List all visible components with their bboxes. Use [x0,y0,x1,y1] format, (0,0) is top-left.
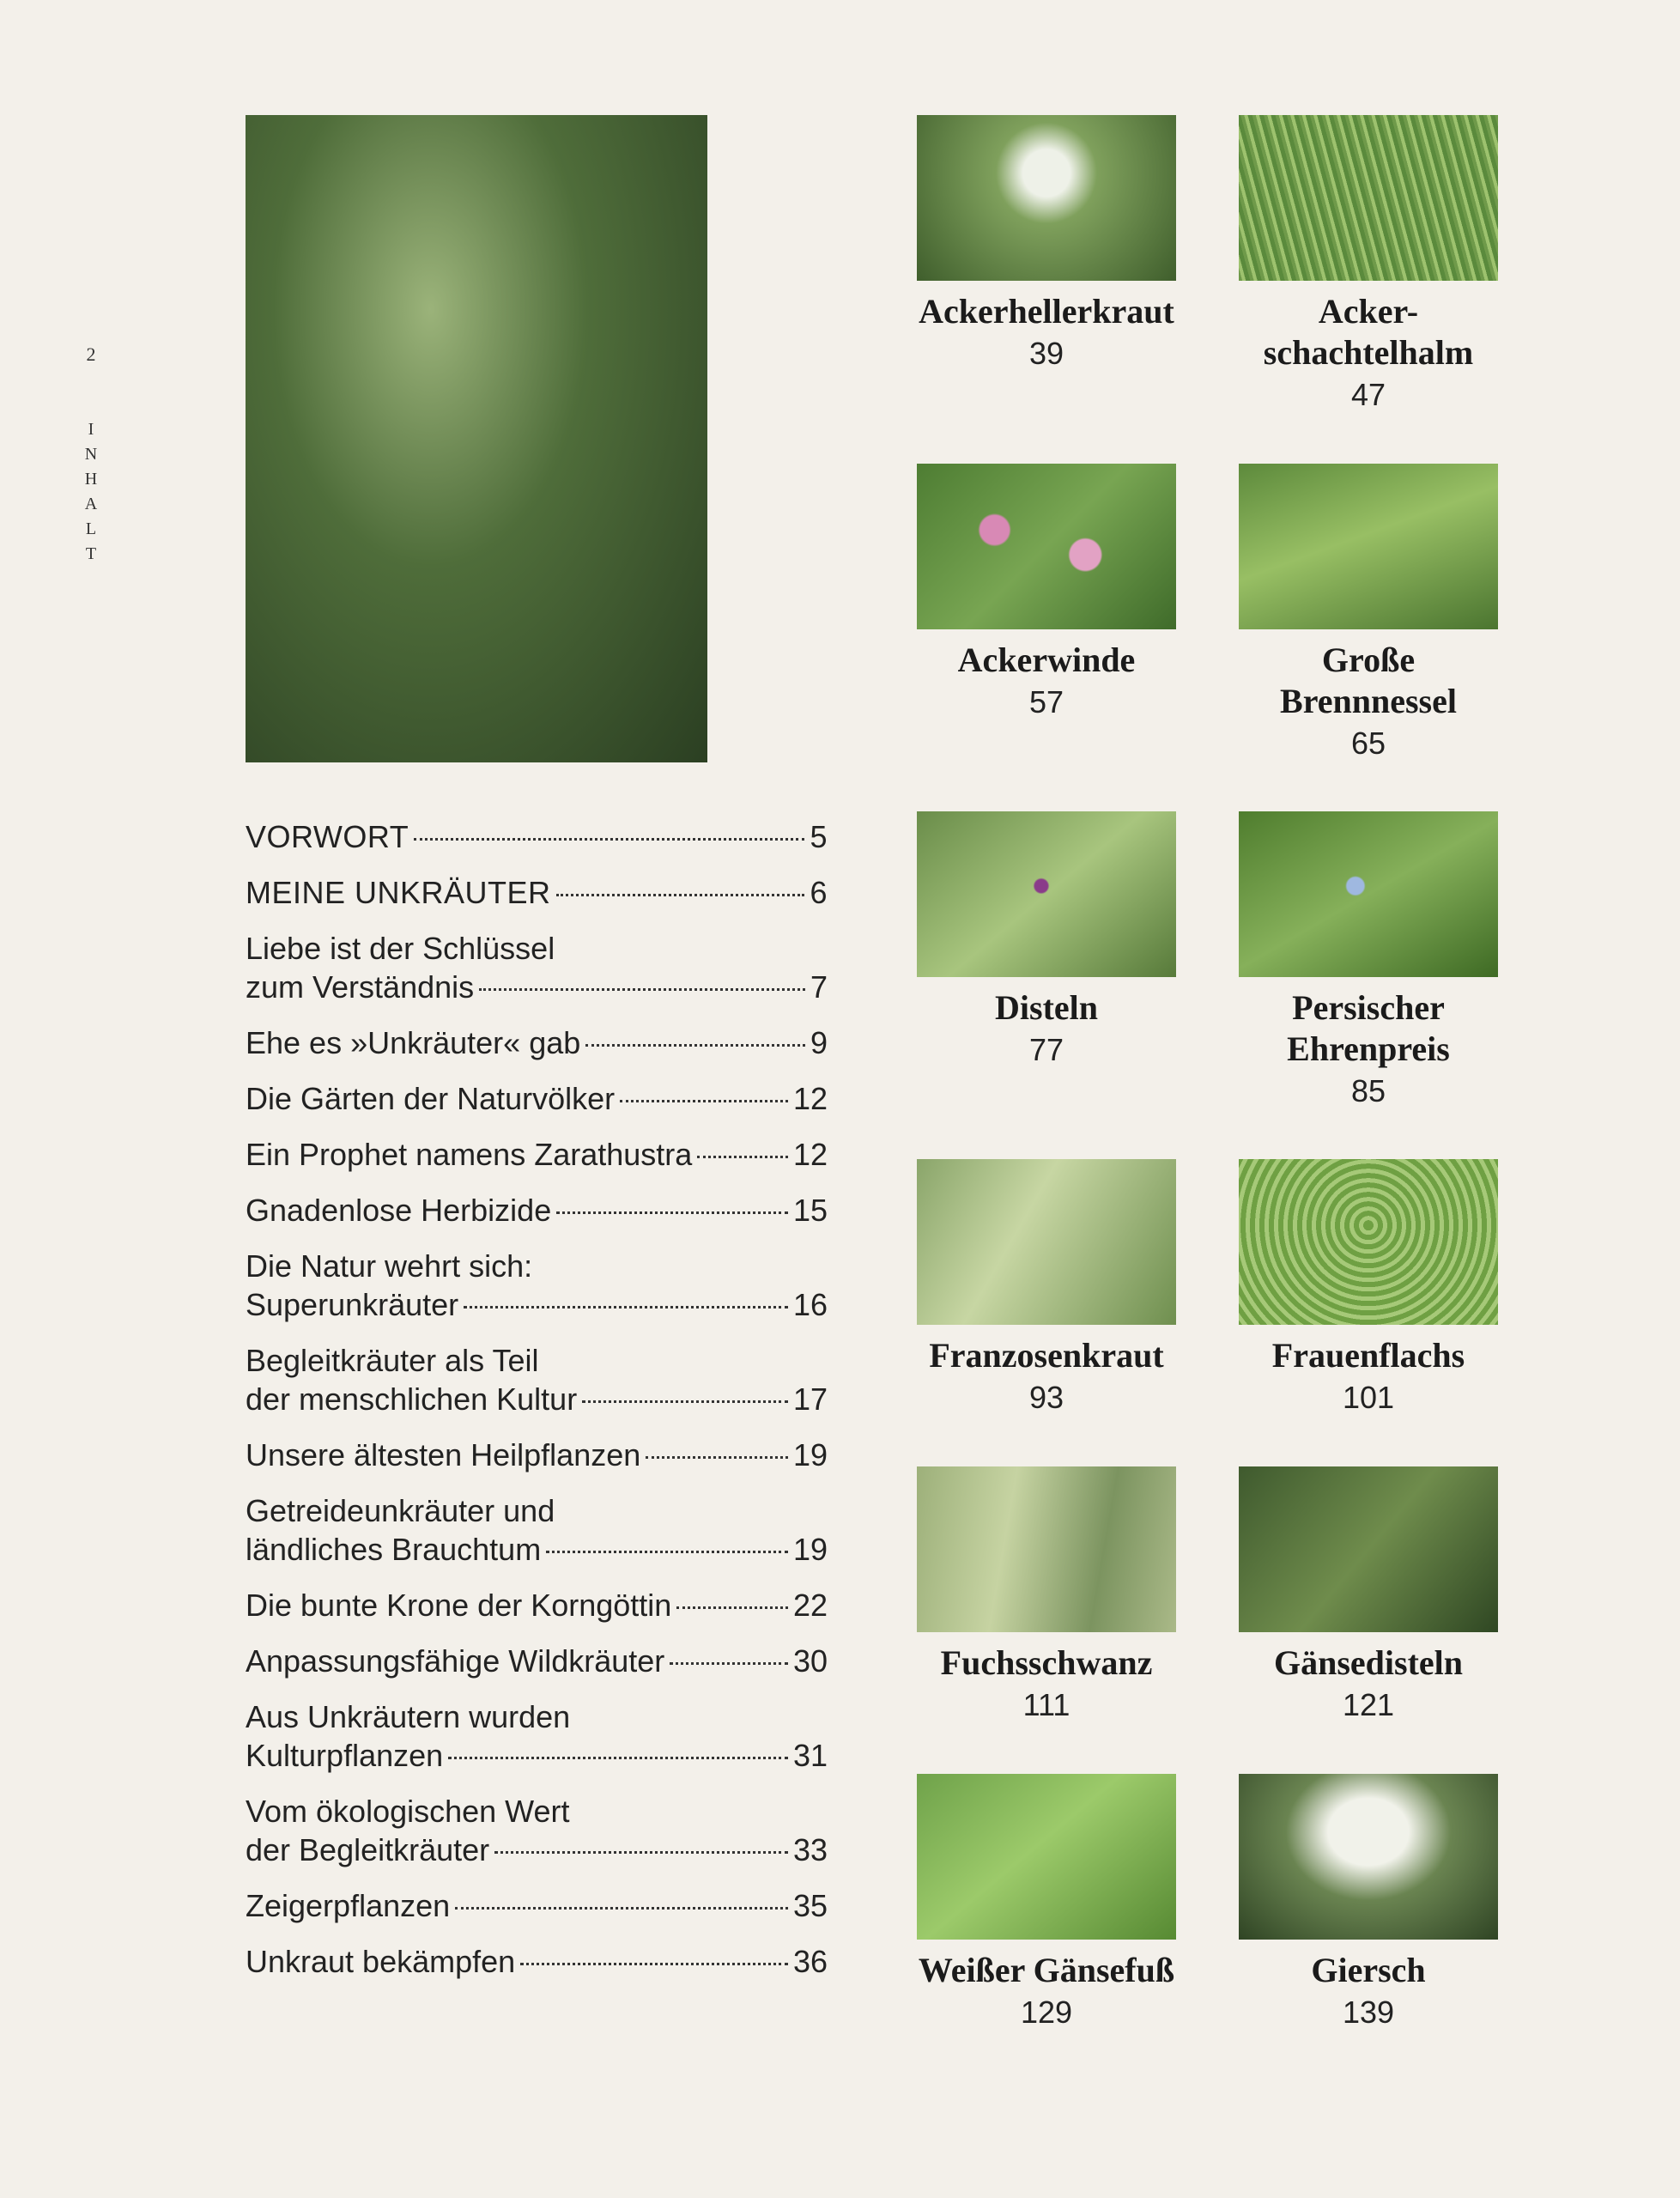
toc-line [246,968,828,1006]
plant-caption [1239,1642,1498,1727]
toc-page-number: 33 [792,1832,828,1867]
plant-entry[interactable] [917,464,1176,724]
plant-entry[interactable] [1239,115,1498,416]
franzosenkraut-photo [917,1159,1176,1325]
toc-page-number: 15 [792,1193,828,1228]
toc-leader-dots [556,894,805,896]
toc-entry[interactable] [246,1942,828,1981]
toc-entry[interactable] [246,1079,828,1118]
section-letter: T [85,544,97,563]
toc-page-number: 22 [792,1588,828,1623]
toc-line [246,1380,828,1418]
toc-title: Zeigerpflanzen [246,1888,451,1923]
toc-page-number: 17 [792,1381,828,1417]
side-margin [82,343,100,567]
plant-name [917,1335,1176,1376]
plant-page-number: 101 [1342,1380,1395,1415]
plant-name [917,987,1176,1029]
plant-name-line: Giersch [1311,1951,1426,1989]
toc-line [246,1285,828,1324]
toc-title: zum Verständnis [246,969,475,1005]
toc-entry[interactable] [246,1191,828,1230]
plant-entry[interactable] [1239,811,1498,1113]
toc-entry[interactable] [246,873,828,912]
toc-title: Ein Prophet namens Zarathustra [246,1137,693,1172]
plant-caption [917,1642,1176,1727]
toc-leader-dots [646,1456,788,1459]
section-letter: A [84,495,98,513]
plant-page-number: 93 [1028,1380,1064,1415]
toc-page-number: 12 [792,1137,828,1172]
frauenflachs-photo [1239,1159,1498,1325]
plant-name-line: Ackerhellerkraut [919,292,1174,331]
toc-leader-dots [676,1606,788,1609]
toc-leader-dots [494,1851,788,1854]
toc-page-number: 36 [792,1944,828,1979]
toc-line [246,1247,828,1285]
toc-page-number: 19 [792,1532,828,1567]
toc-leader-dots [582,1400,788,1403]
toc-entry[interactable] [246,817,828,856]
toc-title: Die bunte Krone der Korngöttin [246,1588,672,1623]
toc-line [246,1135,828,1174]
plant-name [1239,1950,1498,1991]
toc-line [246,1436,828,1474]
toc-title: Getreideunkräuter und [246,1493,555,1528]
section-letter: H [84,470,98,489]
plant-name-line: Große [1321,641,1416,679]
plant-name-line: Brennnessel [1280,682,1457,720]
toc-line [246,873,828,912]
toc-title: Ehe es »Unkräuter« gab [246,1025,581,1060]
plant-page-number: 121 [1342,1687,1395,1722]
plant-name [917,291,1176,332]
plant-name-line: Disteln [995,988,1098,1027]
plant-page-number: 57 [1028,684,1064,720]
toc-line [246,1831,828,1869]
plant-caption [1239,640,1498,765]
toc-leader-dots [414,838,804,841]
toc-leader-dots [697,1156,788,1158]
toc-line [246,1530,828,1569]
plant-name-line: Weißer Gänsefuß [918,1951,1175,1989]
toc-entry[interactable] [246,1023,828,1062]
plant-entry[interactable] [917,1774,1176,2034]
toc-title: Vom ökologischen Wert [246,1794,570,1829]
toc-page-number: 7 [810,969,828,1005]
toc-line [246,1642,828,1680]
toc-title: Liebe ist der Schlüssel [246,931,555,966]
gaensedisteln-photo [1239,1466,1498,1632]
plant-name [1239,1642,1498,1684]
toc-title: Die Gärten der Naturvölker [246,1081,616,1116]
plant-name [1239,987,1498,1070]
toc-title: Superunkräuter [246,1287,459,1322]
toc-line [246,929,828,968]
toc-page-number: 35 [792,1888,828,1923]
plant-name [1239,1335,1498,1376]
disteln-photo [917,811,1176,977]
toc-entry[interactable] [246,1697,828,1775]
toc-page-number: 31 [792,1738,828,1773]
plant-entry[interactable] [917,1466,1176,1727]
toc-line [246,1191,828,1230]
toc-entry[interactable] [246,1491,828,1569]
plant-name [917,640,1176,681]
fuchsschwanz-photo [917,1466,1176,1632]
toc-line [246,817,828,856]
section-letter: N [84,445,98,464]
plant-name-line: Persischer [1292,988,1445,1027]
toc-title: Unkraut bekämpfen [246,1944,516,1979]
toc-entry[interactable] [246,1586,828,1624]
plant-caption [917,1950,1176,2034]
plant-caption [1239,291,1498,416]
toc-page-number: 16 [792,1287,828,1322]
section-letter: I [88,420,94,439]
ackerwinde-photo [917,464,1176,629]
toc-entry[interactable] [246,1792,828,1869]
table-of-contents [246,817,828,1998]
plant-caption [1239,1950,1498,2034]
plant-page-number: 111 [1022,1687,1070,1722]
toc-title: ländliches Brauchtum [246,1532,542,1567]
toc-entry[interactable] [246,1247,828,1324]
plant-name-line: Fuchsschwanz [940,1643,1153,1682]
toc-title: Die Natur wehrt sich: [246,1248,533,1284]
plant-caption [917,291,1176,375]
toc-leader-dots [448,1757,788,1759]
plant-page-number: 77 [1028,1032,1064,1067]
brennnessel-photo [1239,464,1498,629]
toc-title: Anpassungsfähige Wildkräuter [246,1643,665,1679]
toc-title: Aus Unkräutern wurden [246,1699,571,1734]
plant-page-number: 139 [1342,1995,1395,2030]
toc-page-number: 12 [792,1081,828,1116]
toc-page-number: 30 [792,1643,828,1679]
plant-entry[interactable] [1239,464,1498,765]
ehrenpreis-photo [1239,811,1498,977]
plant-name [1239,640,1498,722]
toc-leader-dots [479,988,805,991]
toc-line [246,1341,828,1380]
plant-page-number: 39 [1028,336,1064,371]
plant-caption [1239,1335,1498,1419]
toc-leader-dots [620,1100,788,1102]
toc-title: Unsere ältesten Heilpflanzen [246,1437,641,1472]
plant-caption [917,1335,1176,1419]
toc-title: Begleitkräuter als Teil [246,1343,539,1378]
toc-leader-dots [520,1963,788,1965]
toc-title: der Begleitkräuter [246,1832,490,1867]
page-number: 2 [86,343,96,365]
toc-line [246,1792,828,1831]
toc-line [246,1023,828,1062]
toc-entry[interactable] [246,929,828,1006]
plant-page-number: 85 [1350,1073,1386,1108]
plant-entry[interactable] [917,811,1176,1072]
toc-line [246,1942,828,1981]
toc-entry[interactable] [246,1135,828,1174]
toc-entry[interactable] [246,1436,828,1474]
ackerhellerkraut-photo [917,115,1176,281]
toc-leader-dots [585,1044,805,1047]
plant-entry[interactable] [1239,1159,1498,1419]
toc-leader-dots [464,1306,788,1308]
toc-entry[interactable] [246,1886,828,1925]
plant-entry[interactable] [1239,1466,1498,1727]
toc-entry[interactable] [246,1341,828,1418]
toc-title: MEINE UNKRÄUTER [246,875,551,910]
plant-name [1239,291,1498,373]
gardener-portrait-photo [246,115,707,762]
toc-title: Kulturpflanzen [246,1738,444,1773]
plant-name-line: Frauenflachs [1271,1336,1465,1375]
plant-caption [917,640,1176,724]
toc-page-number: 9 [810,1025,828,1060]
toc-page-number: 6 [810,875,828,910]
plant-name-line: Franzosenkraut [929,1336,1164,1375]
toc-page-number: 5 [810,819,828,854]
toc-line [246,1736,828,1775]
toc-leader-dots [670,1662,788,1665]
plant-caption [1239,987,1498,1113]
toc-line [246,1586,828,1624]
toc-page-number: 19 [792,1437,828,1472]
ackerschachtelhalm-photo [1239,115,1498,281]
plant-page-number: 129 [1020,1995,1073,2030]
toc-line [246,1079,828,1118]
plant-entry[interactable] [917,1159,1176,1419]
toc-title: Gnadenlose Herbizide [246,1193,552,1228]
plant-name-line: Gänsedisteln [1273,1643,1464,1682]
plant-entry[interactable] [917,115,1176,375]
toc-line [246,1886,828,1925]
toc-line [246,1491,828,1530]
section-letter: L [85,519,97,538]
toc-leader-dots [546,1551,788,1553]
plant-name-line: Ackerwinde [957,641,1136,679]
toc-title: VORWORT [246,819,409,854]
toc-leader-dots [556,1211,788,1214]
plant-entry[interactable] [1239,1774,1498,2034]
plant-name-line: Acker- [1318,292,1419,331]
plant-page-number: 65 [1350,726,1386,761]
plant-caption [917,987,1176,1072]
plant-page-number: 47 [1350,377,1386,412]
gaensefuss-photo [917,1774,1176,1940]
toc-line [246,1697,828,1736]
giersch-photo [1239,1774,1498,1940]
toc-title: der menschlichen Kultur [246,1381,578,1417]
toc-entry[interactable] [246,1642,828,1680]
toc-leader-dots [455,1907,788,1910]
plant-name-line: schachtelhalm [1263,333,1474,372]
plant-name [917,1642,1176,1684]
plant-name-line: Ehrenpreis [1287,1029,1450,1068]
section-label-vertical [82,417,100,567]
plant-name [917,1950,1176,1991]
